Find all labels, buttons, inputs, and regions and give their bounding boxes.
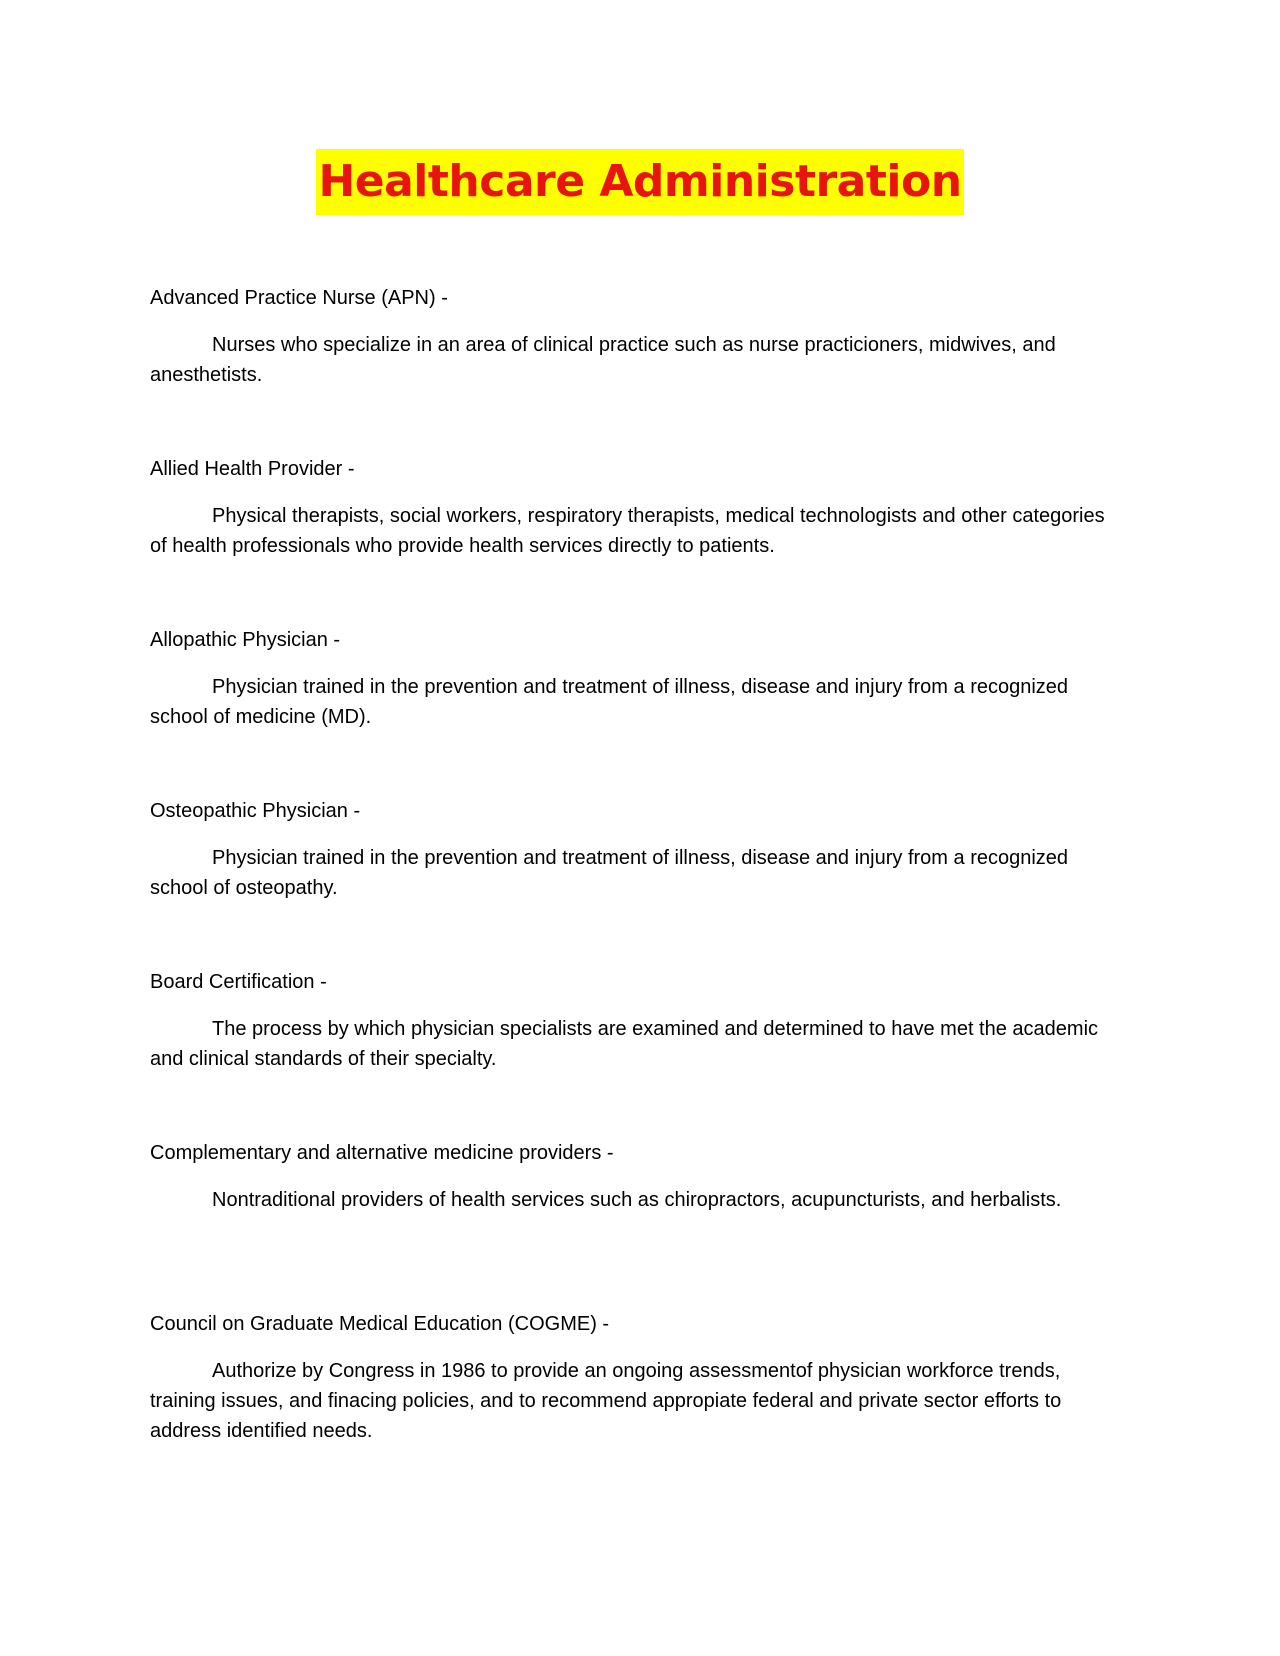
glossary-term: Allopathic Physician - — [150, 629, 341, 651]
document-title: Healthcare Administration — [316, 149, 963, 215]
glossary-entry — [150, 1309, 1125, 1480]
glossary-definition: Nontraditional providers of health services such as chiropractors, acupuncturists, and herbalists. — [212, 1189, 1062, 1211]
glossary-entry — [150, 796, 1125, 967]
glossary-definition: Authorize by Congress in 1986 to provide an ongoing assessmentof physician workforce trends, training issues, and finacing policies, and to recommend appropiate federal and private sector efforts to address identified needs. — [150, 1360, 1062, 1442]
glossary-definition: Nurses who specialize in an area of clinical practice such as nurse practicioners, midwives, and anesthetists. — [150, 334, 1056, 386]
glossary-term: Advanced Practice Nurse (APN) - — [150, 287, 448, 309]
glossary-entry — [150, 967, 1125, 1138]
glossary-term: Osteopathic Physician - — [150, 800, 361, 822]
glossary-term: Complementary and alternative medicine providers - — [150, 1142, 614, 1164]
glossary-definition: Physical therapists, social workers, respiratory therapists, medical technologists and other categories of health professionals who provide health services directly to patients. — [150, 505, 1105, 557]
title-container — [0, 149, 1280, 215]
glossary-entry — [150, 625, 1125, 796]
glossary-entry — [150, 1138, 1125, 1309]
glossary-definition: Physician trained in the prevention and treatment of illness, disease and injury from a recognized school of medicine (MD). — [150, 676, 1069, 728]
glossary-definition: The process by which physician specialists are examined and determined to have met the academic and clinical standards of their specialty. — [150, 1018, 1099, 1070]
glossary-term: Allied Health Provider - — [150, 458, 355, 480]
glossary-entry — [150, 283, 1125, 454]
glossary-term: Board Certification - — [150, 971, 327, 993]
glossary-entry — [150, 454, 1125, 625]
glossary-definition: Physician trained in the prevention and treatment of illness, disease and injury from a recognized school of osteopathy. — [150, 847, 1069, 899]
glossary — [150, 283, 1125, 1480]
glossary-term: Council on Graduate Medical Education (COGME) - — [150, 1313, 610, 1335]
